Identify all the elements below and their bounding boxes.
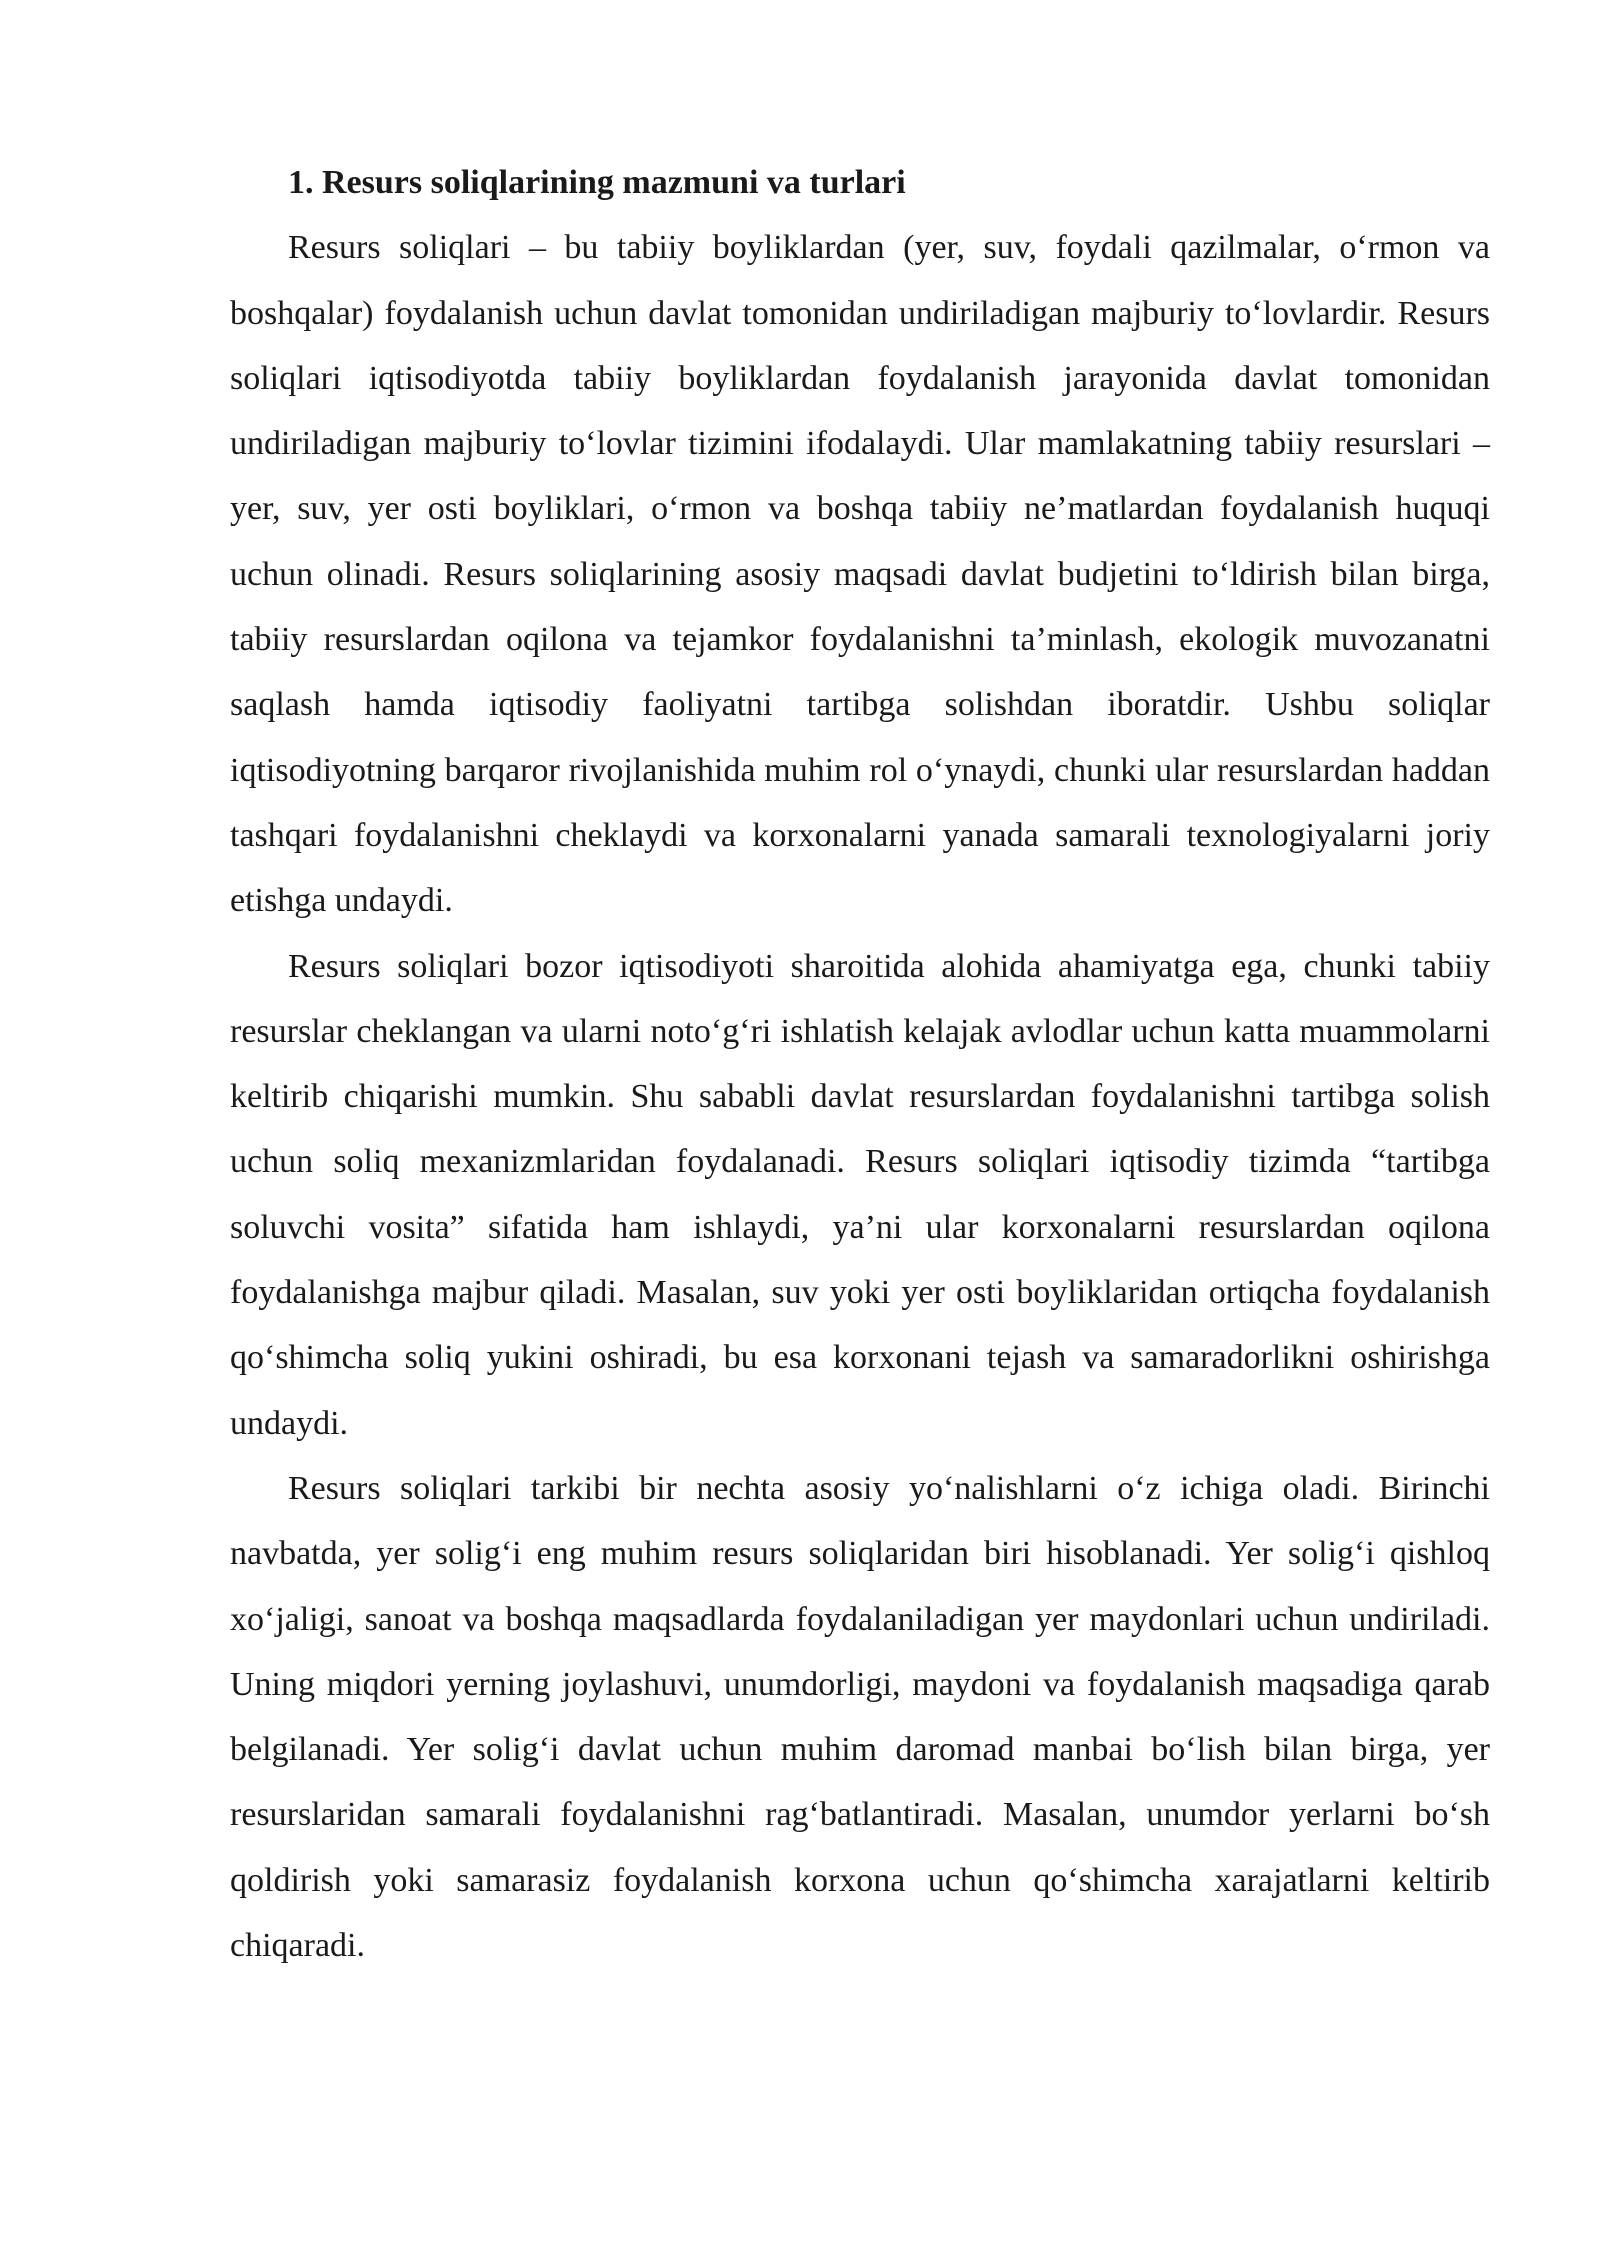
document-body [230, 150, 1490, 1978]
paragraph-1: Resurs soliqlari – bu tabiiy boyliklardan (yer, suv, foydali qazilmalar, oʻrmon va boshqalar) foydalanish uchun davlat tomonidan undiriladigan majburiy toʻlovlardir. Resurs soliqlari iqtisodiyotda tabiiy boyliklardan foydalanish jarayonida davlat tomonidan undiriladigan majburiy toʻlovlar tizimini ifodalaydi. Ular mamlakatning tabiiy resurslari – yer, suv, yer osti boyliklari, oʻrmon va boshqa tabiiy ne’matlardan foydalanish huquqi uchun olinadi. Resurs soliqlarining asosiy maqsadi davlat budjetini toʻldirish bilan birga, tabiiy resurslardan oqilona va tejamkor foydalanishni ta’minlash, ekologik muvozanatni saqlash hamda iqtisodiy faoliyatni tartibga solishdan iboratdir. Ushbu soliqlar iqtisodiyotning barqaror rivojlanishida muhim rol oʻynaydi, chunki ular resurslardan haddan tashqari foydalanishni cheklaydi va korxonalarni yanada samarali texnologiyalarni joriy etishga undaydi. [230, 229, 1490, 920]
paragraph-3: Resurs soliqlari tarkibi bir nechta asosiy yoʻnalishlarni oʻz ichiga oladi. Birinchi navbatda, yer soligʻi eng muhim resurs soliqlaridan biri hisoblanadi. Yer soligʻi qishloq xoʻjaligi, sanoat va boshqa maqsadlarda foydalaniladigan yer maydonlari uchun undiriladi. Uning miqdori yerning joylashuvi, unumdorligi, maydoni va foydalanish maqsadiga qarab belgilanadi. Yer soligʻi davlat uchun muhim daromad manbai boʻlish bilan birga, yer resurslaridan samarali foydalanishni ragʻbatlantiradi. Masalan, unumdor yerlarni boʻsh qoldirish yoki samarasiz foydalanish korxona uchun qoʻshimcha xarajatlarni keltirib chiqaradi. [230, 1469, 1490, 1965]
paragraph-2: Resurs soliqlari bozor iqtisodiyoti sharoitida alohida ahamiyatga ega, chunki tabiiy resurslar cheklangan va ularni notoʻgʻri ishlatish kelajak avlodlar uchun katta muammolarni keltirib chiqarishi mumkin. Shu sababli davlat resurslardan foydalanishni tartibga solish uchun soliq mexanizmlaridan foydalanadi. Resurs soliqlari iqtisodiy tizimda “tartibga soluvchi vosita” sifatida ham ishlaydi, ya’ni ular korxonalarni resurslardan oqilona foydalanishga majbur qiladi. Masalan, suv yoki yer osti boyliklaridan ortiqcha foydalanish qoʻshimcha soliq yukini oshiradi, bu esa korxonani tejash va samaradorlikni oshirishga undaydi. [230, 947, 1490, 1442]
section-heading: 1. Resurs soliqlarining mazmuni va turlari [288, 164, 906, 201]
